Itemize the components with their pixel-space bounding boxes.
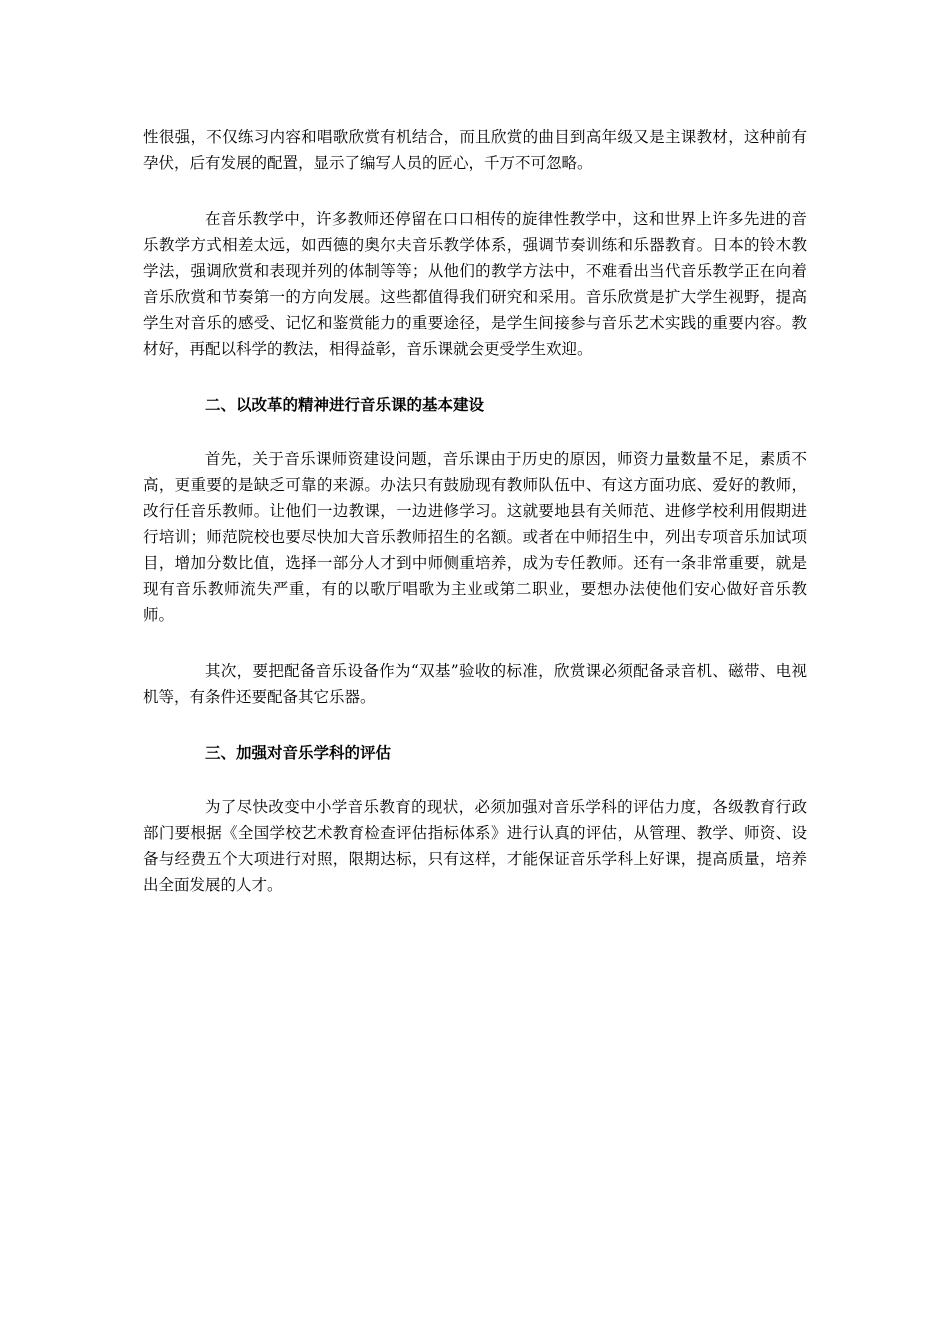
- paragraph-equipment: 其次，要把配备音乐设备作为“双基”验收的标准，欣赏课必须配备录音机、磁带、电视机等，有条件还要配备其它乐器。: [143, 662, 807, 706]
- section-heading-2: 二、以改革的精神进行音乐课的基本建设: [205, 396, 485, 414]
- document-body: [143, 124, 807, 928]
- paragraph-teacher-staffing: 首先，关于音乐课师资建设问题，音乐课由于历史的原因，师资力量数量不足，素质不高，更重要的是缺乏可靠的来源。办法只有鼓励现有教师队伍中、有这方面功底、爱好的教师，改行任音乐教师。让他们一边教课，一边进修学习。这就要地县有关师范、进修学校利用假期进行培训；师范院校也要尽快加大音乐教师招生的名额。或者在中师招生中，列出专项音乐加试项目，增加分数比值，选择一部分人才到中师侧重培养，成为专任教师。还有一条非常重要，就是现有音乐教师流失严重，有的以歌厅唱歌为主业或第二职业，要想办法使他们安心做好音乐教师。: [143, 450, 807, 624]
- paragraph-continuation: 性很强，不仅练习内容和唱歌欣赏有机结合，而且欣赏的曲目到高年级又是主课教材，这种前有孕伏，后有发展的配置，显示了编写人员的匠心，千万不可忽略。: [143, 128, 807, 172]
- paragraph-music-teaching-methods: 在音乐教学中，许多教师还停留在口口相传的旋律性教学中，这和世界上许多先进的音乐教学方式相差太远，如西德的奥尔夫音乐教学体系，强调节奏训练和乐器教育。日本的铃木教学法，强调欣赏和表现并列的体制等等；从他们的教学方法中，不难看出当代音乐教学正在向着音乐欣赏和节奏第一的方向发展。这些都值得我们研究和采用。音乐欣赏是扩大学生视野，提高学生对音乐的感受、记忆和鉴赏能力的重要途径，是学生间接参与音乐艺术实践的重要内容。教材好，再配以科学的教法，相得益彰，音乐课就会更受学生欢迎。: [143, 210, 807, 358]
- paragraph-evaluation: 为了尽快改变中小学音乐教育的现状，必须加强对音乐学科的评估力度，各级教育行政部门要根据《全国学校艺术教育检查评估指标体系》进行认真的评估，从管理、教学、师资、设备与经费五个大项进行对照，限期达标，只有这样，才能保证音乐学科上好课，提高质量，培养出全面发展的人才。: [143, 798, 807, 894]
- section-heading-3: 三、加强对音乐学科的评估: [205, 744, 392, 762]
